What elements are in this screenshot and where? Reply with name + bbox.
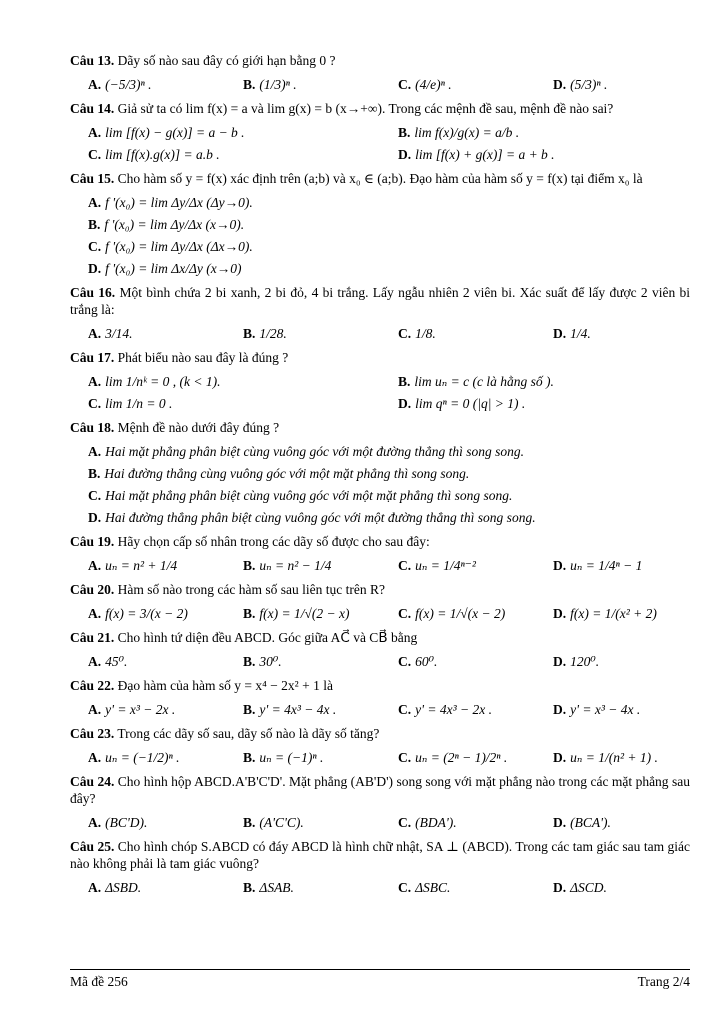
answer-option-d[interactable] xyxy=(535,73,690,95)
answer-option-b[interactable] xyxy=(225,602,380,624)
option-text: lim f(x)/g(x) = a/b . xyxy=(414,124,520,140)
question-15 xyxy=(70,170,690,279)
option-text: y' = 4x³ − 2x . xyxy=(415,701,493,717)
option-label: A. xyxy=(88,557,102,573)
option-label: D. xyxy=(398,146,412,162)
answer-options xyxy=(70,191,690,279)
option-text: ΔSCD. xyxy=(570,879,607,895)
question-text: Một bình chứa 2 bi xanh, 2 bi đỏ, 4 bi trắng. Lấy ngẫu nhiên 2 viên bi. Xác suất để lấy được 2 viên bi trắng là: xyxy=(70,285,690,317)
answer-option-a[interactable] xyxy=(70,554,225,576)
question-number: Câu 24. xyxy=(70,774,115,789)
question-stem xyxy=(70,170,690,187)
question-stem xyxy=(70,677,690,694)
answer-options xyxy=(70,602,690,624)
option-label: C. xyxy=(88,238,102,254)
option-text: (4/e)ⁿ . xyxy=(415,76,452,92)
option-text: 60⁰. xyxy=(415,653,438,669)
option-text: y' = x³ − 2x . xyxy=(105,701,176,717)
question-number: Câu 14. xyxy=(70,101,115,116)
question-number: Câu 19. xyxy=(70,534,115,549)
option-text: uₙ = (−1/2)ⁿ . xyxy=(105,749,180,765)
answer-option-b[interactable] xyxy=(225,554,380,576)
option-text: Hai mặt phẳng phân biệt cùng vuông góc với một mặt phẳng thì song song. xyxy=(105,487,513,503)
question-stem xyxy=(70,419,690,436)
question-23 xyxy=(70,725,690,768)
option-text: (BDA'). xyxy=(415,814,457,830)
question-stem xyxy=(70,52,690,69)
option-label: C. xyxy=(398,557,412,573)
question-stem xyxy=(70,284,690,318)
answer-option-d[interactable] xyxy=(380,392,690,414)
option-label: B. xyxy=(88,216,101,232)
answer-option-d[interactable] xyxy=(535,322,690,344)
option-label: D. xyxy=(553,879,567,895)
option-text: 45⁰. xyxy=(105,653,128,669)
answer-option-b[interactable] xyxy=(225,650,380,672)
exam-page xyxy=(70,52,690,903)
question-22 xyxy=(70,677,690,720)
option-label: A. xyxy=(88,325,102,341)
option-label: B. xyxy=(398,124,411,140)
option-text: f '(x₀) = lim Δy/Δx (Δx→0). xyxy=(105,238,253,254)
question-17 xyxy=(70,349,690,414)
answer-option-c[interactable] xyxy=(380,650,535,672)
option-text: y' = x³ − 4x . xyxy=(570,701,641,717)
option-text: uₙ = (2ⁿ − 1)/2ⁿ . xyxy=(415,749,508,765)
option-label: D. xyxy=(553,76,567,92)
option-text: lim qⁿ = 0 (|q| > 1) . xyxy=(415,395,526,411)
option-text: uₙ = 1/4ⁿ⁻² xyxy=(415,557,476,573)
option-text: ΔSAB. xyxy=(259,879,294,895)
option-label: C. xyxy=(398,325,412,341)
option-label: C. xyxy=(88,395,102,411)
answer-option-a[interactable] xyxy=(70,121,380,143)
option-text: y' = 4x³ − 4x . xyxy=(259,701,337,717)
option-label: D. xyxy=(553,749,567,765)
option-label: D. xyxy=(553,814,567,830)
answer-options xyxy=(70,322,690,344)
option-label: C. xyxy=(398,653,412,669)
answer-options xyxy=(70,746,690,768)
question-text: Cho hình chóp S.ABCD có đáy ABCD là hình chữ nhật, SA ⊥ (ABCD). Trong các tam giác sau tam giác nào không phải là tam giác vuông? xyxy=(70,839,690,871)
answer-option-d[interactable] xyxy=(535,650,690,672)
option-text: Hai đường thẳng phân biệt cùng vuông góc với một đường thẳng thì song song. xyxy=(105,509,536,525)
answer-option-b[interactable] xyxy=(70,213,690,235)
option-text: Hai đường thẳng cùng vuông góc với một mặt phẳng thì song song. xyxy=(104,465,470,481)
option-label: A. xyxy=(88,605,102,621)
answer-options xyxy=(70,370,690,414)
option-label: C. xyxy=(398,701,412,717)
answer-option-a[interactable] xyxy=(70,602,225,624)
option-label: C. xyxy=(88,146,102,162)
page-footer xyxy=(70,969,690,990)
option-label: B. xyxy=(243,605,256,621)
option-label: D. xyxy=(88,260,102,276)
answer-option-d[interactable] xyxy=(535,876,690,898)
answer-option-a[interactable] xyxy=(70,73,225,95)
answer-option-d[interactable] xyxy=(535,554,690,576)
question-text: Phát biểu nào sau đây là đúng ? xyxy=(117,350,289,365)
option-text: 1/8. xyxy=(415,325,436,341)
answer-options xyxy=(70,811,690,833)
answer-option-a[interactable] xyxy=(70,370,380,392)
option-label: C. xyxy=(398,605,412,621)
answer-option-d[interactable] xyxy=(70,257,690,279)
page-number: Trang 2/4 xyxy=(637,974,690,989)
question-stem xyxy=(70,581,690,598)
answer-option-c[interactable] xyxy=(380,811,535,833)
answer-option-c[interactable] xyxy=(70,235,690,257)
option-text: (BC'D). xyxy=(105,814,148,830)
question-13 xyxy=(70,52,690,95)
answer-option-d[interactable] xyxy=(380,143,690,165)
question-text: Cho hàm số y = f(x) xác định trên (a;b) và x₀ ∈ (a;b). Đạo hàm của hàm số y = f(x) tại điểm x₀ là xyxy=(117,171,643,186)
answer-option-b[interactable] xyxy=(225,698,380,720)
answer-option-d[interactable] xyxy=(70,506,690,528)
question-stem xyxy=(70,349,690,366)
option-text: (A'C'C). xyxy=(259,814,304,830)
option-text: 30⁰. xyxy=(259,653,282,669)
answer-option-a[interactable] xyxy=(70,811,225,833)
option-text: f(x) = 3/(x − 2) xyxy=(105,605,188,621)
option-label: D. xyxy=(553,325,567,341)
answer-options xyxy=(70,698,690,720)
option-label: D. xyxy=(398,395,412,411)
answer-option-b[interactable] xyxy=(225,811,380,833)
option-text: lim 1/n = 0 . xyxy=(105,395,173,411)
question-text: Giả sử ta có lim f(x) = a và lim g(x) = b (x→+∞). Trong các mệnh đề sau, mệnh đề nào sai? xyxy=(117,101,614,116)
question-text: Trong các dãy số sau, dãy số nào là dãy số tăng? xyxy=(117,726,380,741)
answer-option-c[interactable] xyxy=(380,876,535,898)
answer-option-b[interactable] xyxy=(380,121,690,143)
option-label: A. xyxy=(88,749,102,765)
question-16 xyxy=(70,284,690,344)
question-number: Câu 15. xyxy=(70,171,115,186)
answer-option-c[interactable] xyxy=(70,484,690,506)
question-number: Câu 18. xyxy=(70,420,115,435)
answer-options xyxy=(70,650,690,672)
option-label: B. xyxy=(88,465,101,481)
option-text: lim [f(x) + g(x)] = a + b . xyxy=(415,146,555,162)
question-24 xyxy=(70,773,690,833)
answer-options xyxy=(70,440,690,528)
option-text: Hai mặt phẳng phân biệt cùng vuông góc với một đường thẳng thì song song. xyxy=(105,443,524,459)
option-text: f(x) = 1/(x² + 2) xyxy=(570,605,657,621)
option-text: (BCA'). xyxy=(570,814,611,830)
option-label: A. xyxy=(88,701,102,717)
answer-option-c[interactable] xyxy=(70,143,380,165)
answer-option-a[interactable] xyxy=(70,746,225,768)
option-label: D. xyxy=(553,557,567,573)
option-label: A. xyxy=(88,814,102,830)
exam-code: Mã đề 256 xyxy=(70,974,128,989)
answer-options xyxy=(70,876,690,898)
option-text: lim [f(x).g(x)] = a.b . xyxy=(105,146,220,162)
option-label: A. xyxy=(88,879,102,895)
option-label: C. xyxy=(398,879,412,895)
option-label: B. xyxy=(243,76,256,92)
question-stem xyxy=(70,725,690,742)
question-text: Dãy số nào sau đây có giới hạn bằng 0 ? xyxy=(117,53,336,68)
option-text: f '(x₀) = lim Δy/Δx (Δy→0). xyxy=(105,194,253,210)
question-21 xyxy=(70,629,690,672)
option-label: D. xyxy=(553,605,567,621)
question-stem xyxy=(70,100,690,117)
question-text: Cho hình hộp ABCD.A'B'C'D'. Mặt phẳng (AB'D') song song với mặt phẳng nào trong các mặt phẳng sau đây? xyxy=(70,774,690,806)
question-14 xyxy=(70,100,690,165)
option-text: f(x) = 1/√(x − 2) xyxy=(415,605,506,621)
answer-option-d[interactable] xyxy=(535,602,690,624)
option-label: B. xyxy=(243,749,256,765)
answer-option-b[interactable] xyxy=(225,73,380,95)
option-label: A. xyxy=(88,124,102,140)
option-label: D. xyxy=(553,653,567,669)
option-label: B. xyxy=(243,701,256,717)
option-text: f(x) = 1/√(2 − x) xyxy=(259,605,350,621)
question-number: Câu 21. xyxy=(70,630,115,645)
question-number: Câu 16. xyxy=(70,285,116,300)
answer-option-d[interactable] xyxy=(535,698,690,720)
option-text: 3/14. xyxy=(105,325,133,341)
question-number: Câu 13. xyxy=(70,53,115,68)
question-text: Đạo hàm của hàm số y = x⁴ − 2x² + 1 là xyxy=(117,678,333,693)
option-label: A. xyxy=(88,653,102,669)
option-text: (−5/3)ⁿ . xyxy=(105,76,152,92)
question-stem xyxy=(70,533,690,550)
answer-option-c[interactable] xyxy=(380,73,535,95)
question-number: Câu 25. xyxy=(70,839,115,854)
option-label: C. xyxy=(398,749,412,765)
question-20 xyxy=(70,581,690,624)
question-18 xyxy=(70,419,690,528)
question-number: Câu 23. xyxy=(70,726,115,741)
answer-options xyxy=(70,554,690,576)
answer-option-d[interactable] xyxy=(535,811,690,833)
question-stem xyxy=(70,629,690,646)
option-text: uₙ = n² − 1/4 xyxy=(259,557,332,573)
question-19 xyxy=(70,533,690,576)
option-text: uₙ = (−1)ⁿ . xyxy=(259,749,324,765)
answer-option-c[interactable] xyxy=(380,554,535,576)
answer-option-c[interactable] xyxy=(380,322,535,344)
option-text: (1/3)ⁿ . xyxy=(259,76,297,92)
question-text: Mệnh đề nào dưới đây đúng ? xyxy=(117,420,280,435)
option-label: C. xyxy=(88,487,102,503)
option-text: lim 1/nᵏ = 0 , (k < 1). xyxy=(105,373,221,389)
question-number: Câu 22. xyxy=(70,678,115,693)
answer-option-d[interactable] xyxy=(535,746,690,768)
question-number: Câu 20. xyxy=(70,582,115,597)
answer-option-c[interactable] xyxy=(380,746,535,768)
option-text: 120⁰. xyxy=(570,653,600,669)
question-text: Hàm số nào trong các hàm số sau liên tục trên R? xyxy=(117,582,385,597)
answer-option-c[interactable] xyxy=(70,392,380,414)
question-text: Hãy chọn cấp số nhân trong các dãy số được cho sau đây: xyxy=(117,534,430,549)
option-label: B. xyxy=(243,653,256,669)
answer-option-a[interactable] xyxy=(70,650,225,672)
option-text: 1/28. xyxy=(259,325,287,341)
option-label: B. xyxy=(243,325,256,341)
question-stem xyxy=(70,773,690,807)
question-number: Câu 17. xyxy=(70,350,115,365)
answer-option-c[interactable] xyxy=(380,602,535,624)
answer-option-b[interactable] xyxy=(225,746,380,768)
option-label: D. xyxy=(88,509,102,525)
option-label: A. xyxy=(88,443,102,459)
option-text: 1/4. xyxy=(570,325,591,341)
answer-options xyxy=(70,73,690,95)
option-text: lim [f(x) − g(x)] = a − b . xyxy=(105,124,245,140)
option-text: f '(x₀) = lim Δx/Δy (x→0) xyxy=(105,260,242,276)
answer-option-a[interactable] xyxy=(70,440,690,462)
answer-option-a[interactable] xyxy=(70,322,225,344)
option-text: ΔSBC. xyxy=(415,879,451,895)
option-text: uₙ = 1/(n² + 1) . xyxy=(570,749,658,765)
option-label: A. xyxy=(88,373,102,389)
answer-option-c[interactable] xyxy=(380,698,535,720)
option-text: uₙ = 1/4ⁿ − 1 xyxy=(570,557,643,573)
option-label: A. xyxy=(88,76,102,92)
option-label: C. xyxy=(398,814,412,830)
answer-option-b[interactable] xyxy=(225,322,380,344)
option-label: B. xyxy=(398,373,411,389)
answer-option-a[interactable] xyxy=(70,876,225,898)
answer-option-a[interactable] xyxy=(70,698,225,720)
answer-option-b[interactable] xyxy=(380,370,690,392)
answer-option-b[interactable] xyxy=(70,462,690,484)
answer-option-a[interactable] xyxy=(70,191,690,213)
option-label: B. xyxy=(243,879,256,895)
option-label: C. xyxy=(398,76,412,92)
option-label: D. xyxy=(553,701,567,717)
option-label: B. xyxy=(243,814,256,830)
answer-options xyxy=(70,121,690,165)
option-text: f '(x₀) = lim Δy/Δx (x→0). xyxy=(104,216,245,232)
question-stem xyxy=(70,838,690,872)
option-text: uₙ = n² + 1/4 xyxy=(105,557,178,573)
option-label: A. xyxy=(88,194,102,210)
option-text: (5/3)ⁿ . xyxy=(570,76,608,92)
option-text: lim uₙ = c (c là hằng số ). xyxy=(414,373,554,389)
answer-option-b[interactable] xyxy=(225,876,380,898)
question-25 xyxy=(70,838,690,898)
question-text: Cho hình tứ diện đều ABCD. Góc giữa AC⃗ và CB⃗ bằng xyxy=(117,630,418,645)
option-label: B. xyxy=(243,557,256,573)
option-text: ΔSBD. xyxy=(105,879,142,895)
